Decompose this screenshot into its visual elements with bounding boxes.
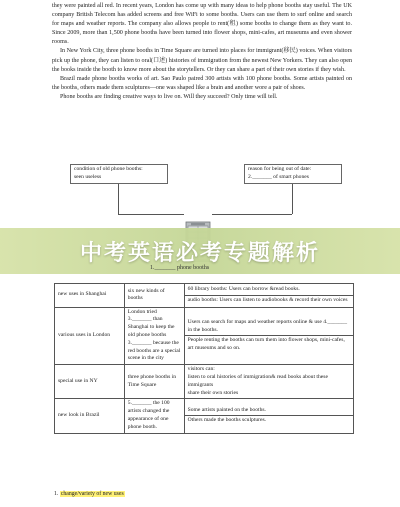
left-box-line-1: condition of old phone booths:	[74, 166, 143, 172]
row-description-part: Users can search for maps and weather reports online & use 4._______ in the booths.	[185, 318, 353, 337]
table-row	[55, 365, 354, 399]
row-description-part: 60 library booths: Users can borrow &read books.	[185, 285, 353, 296]
row-description	[184, 365, 353, 399]
row-description-part: listen to oral histories of immigration& read books about these immigrants	[187, 373, 328, 388]
row-description-part: Others made the booths sculptures.	[187, 417, 267, 424]
summary-table	[54, 283, 354, 434]
row-detail: three phone booths in Time Square	[124, 365, 184, 399]
connector-line-right-horizontal	[212, 214, 292, 215]
row-detail: six new kinds of booths	[124, 284, 184, 308]
row-description	[184, 399, 353, 433]
passage-paragraph-3: Brazil made phone booths works of art. Sao Paulo paired 300 artists with 100 phone booths. Some artists painted on the booths, others made them sculptures—one was shaped like a brain and another wore a pair of shoes.	[52, 75, 352, 91]
connector-line-left-horizontal	[118, 214, 184, 215]
right-box-line-2: 2._______ of smart phones	[248, 173, 309, 180]
row-description	[184, 307, 353, 365]
answer-line	[54, 491, 125, 497]
row-detail: London tried 3._______ than Shanghai to keep the old phone booths 3._______ because the red booths are a special scene in the city	[124, 307, 184, 365]
row-description	[184, 284, 353, 308]
passage-paragraph-1: they were painted all red. In recent years, London has come up with many ideas to help phone booths stay useful. The UK company British Telecom has added screens and free WiFi to some booths. Users can use them to surf online and search for maps and weather reports. The company also allows people to rent(租) some booths to change them as they want to. Since 2009, more than 1,500 phone booths have been turned into flower shops, mini-cafes, art museums and even shower rooms.	[52, 3, 352, 46]
left-box-line-2: seen useless	[74, 173, 102, 180]
passage-paragraph-2: In New York City, three phone booths in Time Square are turned into places for immigrant(移民) voices. When visitors pick up the phone, they can listen to oral(口述) histories of immigration from the newest New Yorkers. They can also open the books inside the booth to know more about the storytellers. Or they can share a part of their own stories if they wish.	[52, 48, 352, 73]
row-description-part: audio booths: Users can listen to audiobooks & record their own voices	[187, 296, 348, 303]
row-description-part: Some artists painted on the booths.	[185, 406, 353, 417]
connector-line-right	[292, 184, 293, 214]
table-row	[55, 399, 354, 433]
row-description-part: People renting the booths can turn them into flower shops, mini-cafes, art museums and so on.	[187, 337, 345, 352]
old-booth-condition-box	[70, 164, 168, 184]
row-description-part: visitors can:	[187, 366, 215, 373]
answer-number: 1.	[54, 491, 59, 497]
banner-title: 中考英语必考专题解析	[79, 240, 320, 266]
row-label: new look in Brazil	[55, 399, 125, 433]
row-label: special use in NY	[55, 365, 125, 399]
answer-text: change/variety of new uses	[60, 491, 124, 497]
row-detail: 5._______ the 100 artists changed the appearance of one phone booth.	[124, 399, 184, 433]
table-row	[55, 284, 354, 308]
row-label: various uses in London	[55, 307, 125, 365]
reading-passage	[52, 2, 352, 102]
right-box-line-1: reason for being out of date:	[248, 166, 312, 172]
out-of-date-reason-box	[244, 164, 342, 184]
row-description-part: share their own stories	[187, 389, 239, 396]
connector-line-left	[118, 184, 119, 214]
row-label: new uses in Shanghai	[55, 284, 125, 308]
diagram-center-label: 1._______ phone booths	[150, 265, 210, 271]
passage-paragraph-4: Phone booths are finding creative ways to live on. Will they succeed? Only time will tell.	[60, 93, 278, 100]
table-row	[55, 307, 354, 365]
